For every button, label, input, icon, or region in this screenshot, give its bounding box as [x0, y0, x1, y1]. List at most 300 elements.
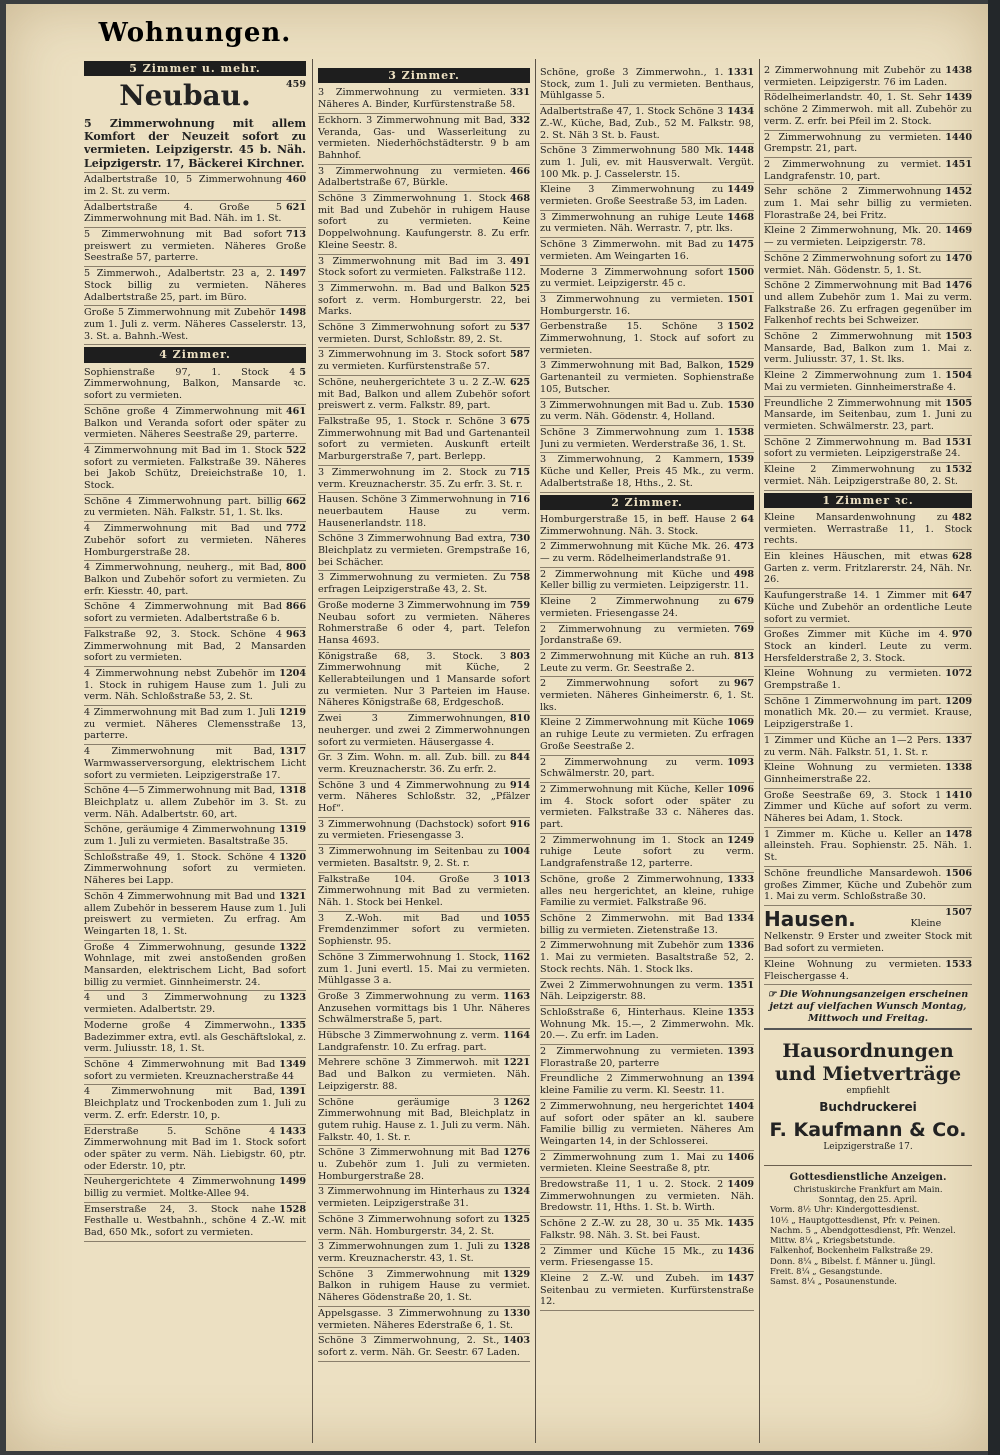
ad-text: Schöne 3 Zimmerwohnung mit Balkon in ruhigem Hause zu vermiet. Näheres Gödenstraße 20, 1. St. [318, 1268, 530, 1304]
ad-text: Große moderne 3 Zimmerwohnung im Neubau sofort zu vermieten. Näheres Rohmerstraße 6 oder 4, part. Telefon Hansa 4693. [318, 599, 530, 646]
ad-number: 1497 [279, 268, 306, 280]
ad-number: 914 [509, 779, 530, 791]
classified-ad [84, 522, 306, 561]
classified-ad [318, 282, 530, 321]
printer-ad-shop: Buchdruckerei [819, 1099, 917, 1114]
ad-number: 1336 [727, 940, 754, 952]
ad-number: 1164 [503, 1030, 530, 1042]
ad-text: Schöne 2 Zimmerwohnung mit Mansarde, Bad, Balkon zum 1. Mai z. verm. Juliusstr. 37, 1. St. lks. [764, 331, 972, 366]
ad-number: 1528 [279, 1203, 306, 1215]
ad-text: 4 und 3 Zimmerwohnung zu vermieten. Adalbertstr. 29. [84, 992, 276, 1016]
ad-text: Hausen. Schöne 3 Zimmerwohnung in neuerbautem Hause zu verm. Hausenerlandstr. 118. [318, 494, 530, 529]
classified-ad [318, 650, 530, 713]
classified-ad [318, 255, 530, 282]
column-4-ads [764, 64, 972, 906]
ad-number: 647 [951, 590, 972, 602]
ad-number: 1219 [279, 707, 306, 719]
classified-ad [318, 376, 530, 415]
classified-ad [84, 628, 306, 667]
ad-number: 1221 [503, 1057, 530, 1069]
ad-text: 3 Zimmerwohnung, 2 Kammern, Küche und Keller, Preis 45 Mk., zu verm. Adalbertstraße 18, Hths., 2. St. [540, 454, 754, 489]
ad-text: Schöne 3 Zimmerwohnung 580 Mk. zum 1. Juli, ev. mit Hausverwalt. Vergüt. 100 Mk. p. J. Casselerstr. 15. [540, 145, 754, 180]
ad-number: 1406 [727, 1151, 754, 1163]
ad-text: 3 Zimmerwohnung zu vermieten. Zu erfragen Leipzigerstraße 43, 2. St. [318, 572, 506, 596]
ad-text: Eckhorn. 3 Zimmerwohnung mit Bad, Veranda, Gas- und Wasserleitung zu vermieten. Niederhöchstädterstr. 9 b am Bahnhof. [318, 114, 530, 161]
classified-ad [84, 366, 306, 405]
ad-number: 1072 [945, 668, 972, 680]
classified-ad [764, 628, 972, 667]
classified-ad [318, 415, 530, 466]
church-title: Gottesdienstliche Anzeigen. [789, 1171, 947, 1183]
ad-text: Schöne große 4 Zimmerwohnung mit Balkon und Veranda sofort oder später zu vermieten. Näheres Seestraße 29, parterre. [84, 405, 306, 441]
ad-text: Kaufungerstraße 14. 1 Zimmer mit Küche und Zubehör an ordentliche Leute sofort zu vermiet. [764, 590, 972, 625]
hausen-ad-title: Hausen. [764, 907, 856, 931]
ad-number: 1501 [727, 293, 754, 305]
ad-number: 1449 [727, 184, 754, 196]
ad-number: 1334 [727, 913, 754, 924]
classified-ad [540, 453, 754, 492]
ad-number: 1434 [727, 106, 754, 118]
ad-text: 3 Zimmerwohnung zu vermieten. Homburgerstr. 16. [540, 293, 724, 317]
ad-text: Schöne 3 und 4 Zimmerwohnung zu verm. Näheres Schloßstr. 32, „Pfälzer Hof“. [318, 779, 530, 815]
hausen-ad [764, 906, 972, 958]
classified-ad [540, 677, 754, 716]
classified-ad [764, 958, 972, 985]
ad-text: 3 Zimmerwohnung mit Bad, Balkon, Gartenanteil zu vermieten. Sophienstraße 105, Butscher. [540, 360, 754, 395]
ad-number: 491 [509, 255, 530, 267]
ad-number: 803 [509, 650, 530, 662]
section-title-wrap [84, 18, 306, 52]
ad-number: 468 [509, 193, 530, 205]
ad-number: 1322 [279, 941, 306, 953]
classified-ad [540, 912, 754, 939]
ad-number: 473 [733, 541, 754, 553]
ad-number: 1324 [503, 1186, 530, 1198]
ad-text: Schön 4 Zimmerwohnung mit Bad und allem Zubehör in besserem Hause zum 1. Juli preiswert zu vermieten. Zu erfrag. Am Weingarten 18, 1. St. [84, 890, 306, 937]
ad-text: Appelsgasse. 3 Zimmerwohnung zu vermieten. Näheres Ederstraße 6, 1. St. [318, 1307, 514, 1331]
ad-text: Schöne 2 Z.-W. zu 28, 30 u. 35 Mk. Falkstr. 98. Näh. 3. St. bei Faust. [540, 1218, 724, 1241]
section-banner: 4 Zimmer. [84, 347, 306, 362]
ad-text: Schöne 3 Zimmerwohnung sofort zu verm. Näh. Homburgerstr. 34, 2. St. [318, 1213, 500, 1237]
classified-ad [540, 568, 754, 595]
ad-text: Schöne 3 Zimmerwohnung, 2. St., sofort z. verm. Näh. Gr. Seestr. 67 Laden. [318, 1335, 520, 1358]
ad-number: 1249 [727, 834, 754, 846]
classified-ad [318, 1096, 530, 1147]
ad-text: 3 Zimmerwohnung im 2. Stock zu verm. Kreuznacherstr. 35. Zu erfr. 3. St. r. [318, 466, 523, 490]
ad-text: Schöne 3 Zimmerwohnung sofort zu vermieten. Durst, Schloßstr. 89, 2. St. [318, 322, 506, 345]
classified-ad [540, 1045, 754, 1072]
ad-number: 1533 [945, 958, 972, 970]
ad-number: 1209 [945, 695, 972, 707]
classified-ad [318, 845, 530, 872]
ad-text: 5 Zimmerwohnung mit allem Komfort der Neuzeit sofort zu vermieten. Leipzigerstr. 45 b. Näh. Leipzigerstr. 17, Bäckerei Kirchner. [84, 116, 306, 170]
classified-ad [764, 330, 972, 369]
church-row: Mittw. 8¼ „ Kriegsbetstunde. [770, 1235, 896, 1246]
ad-number: 772 [285, 523, 306, 535]
classified-ad [84, 823, 306, 850]
ad-number: 1317 [279, 746, 306, 758]
ad-number: 64 [740, 513, 754, 525]
classified-ad [84, 267, 306, 306]
ad-text: Große Seestraße 69, 3. Stock 1 Zimmer und Küche auf sofort zu verm. Näheres bei Adam, 1. Stock. [764, 789, 972, 825]
classified-ad [84, 1085, 306, 1124]
ad-number: 769 [733, 623, 754, 635]
classified-ad [84, 495, 306, 522]
classified-ad [540, 979, 754, 1006]
ad-number: 1436 [727, 1245, 754, 1257]
ad-text: Große 3 Zimmerwohnung zu verm. Anzusehen vormittags bis 1 Uhr. Näheres Schwälmerstraße 5, part. [318, 990, 530, 1026]
ad-number: 628 [951, 551, 972, 563]
classified-ad [540, 716, 754, 755]
ad-text: Sophienstraße 97, 1. Stock 4 Zimmerwohnung, Balkon, Mansarde ꝛc. sofort zu vermieten. [84, 366, 306, 402]
after-hausen-ads [764, 958, 972, 985]
printer-ad-firm: F. Kaufmann & Co. [769, 1118, 967, 1141]
classified-ad [318, 873, 530, 912]
ad-text: Mehrere schöne 3 Zimmerwoh. mit Bad und Balkon zu vermieten. Näh. Leipzigerstr. 88. [318, 1057, 530, 1092]
ad-text: Falkstraße 95, 1. Stock r. Schöne 3 Zimmerwohnung mit Bad und Gartenanteil sofort zu vermieten. Auskunft erteilt Marburgerstraße 7, part. Berlepp. [318, 415, 530, 463]
ad-number: 1506 [945, 867, 972, 879]
ad-number: 1439 [945, 92, 972, 104]
ad-text: Freundliche 2 Zimmerwohnung an kleine Familie zu verm. Kl. Seestr. 11. [540, 1073, 725, 1097]
classified-ad [764, 436, 972, 463]
ad-number: 1204 [279, 667, 306, 679]
ad-number: 1475 [727, 239, 754, 251]
ad-number: 1323 [279, 992, 306, 1004]
ad-number: 758 [509, 572, 530, 584]
ad-number: 1440 [945, 131, 972, 143]
ad-number: 1055 [503, 912, 530, 924]
ad-number: 1404 [727, 1100, 754, 1112]
classified-ad [764, 397, 972, 436]
classified-ad [540, 1100, 754, 1151]
classified-ad [84, 1019, 306, 1058]
ad-text: Kleine 2 Zimmerwohnung zum 1. Mai zu vermieten. Ginnheimerstraße 4. [764, 370, 957, 393]
ad-text: Schöne geräumige 3 Zimmerwohnung mit Bad, Bleichplatz in gutem ruhig. Hause z. 1. Juli zu verm. Näh. Falkstr. 40, 1. St. r. [318, 1096, 530, 1143]
ad-text: 3 Zimmerwohnung an ruhige Leute zu vermieten. Näh. Werrastr. 7, ptr. lks. [540, 211, 733, 235]
classified-ad [318, 321, 530, 348]
classified-ad [84, 600, 306, 627]
classified-ad [84, 667, 306, 706]
classified-ad [540, 540, 754, 567]
ad-number: 1469 [945, 225, 972, 237]
classified-ad [84, 784, 306, 823]
ad-number: 1320 [279, 851, 306, 863]
classified-ad [764, 279, 972, 330]
ad-text: 2 Zimmerwohnung, neu hergerichtet auf sofort oder später an kl. saubere Familie billig zu vermieten. Näheres Am Weingarten 14, in der Schlosserei. [540, 1100, 754, 1147]
ad-number: 1530 [727, 399, 754, 411]
ad-text: 3 Zimmerwohnung im 3. Stock sofort zu vermieten. Kurfürstenstraße 57. [318, 349, 506, 373]
ad-number: 461 [285, 405, 306, 417]
ad-number: 1353 [727, 1006, 754, 1018]
ad-number: 800 [285, 562, 306, 574]
classified-ad [84, 890, 306, 941]
section-banner: 2 Zimmer. [540, 495, 754, 510]
classified-ad [318, 779, 530, 818]
classified-ad [540, 1272, 754, 1311]
ad-number: 813 [733, 650, 754, 662]
classified-ad [84, 1058, 306, 1085]
classified-ad [540, 873, 754, 912]
ad-text: 2 Zimmerwohnung mit Küche Mk. 26.— zu verm. Rödelheimerlandstraße 91. [540, 541, 731, 565]
classified-ad [540, 144, 754, 183]
classified-ad [84, 1203, 306, 1242]
ad-number: 675 [509, 415, 530, 427]
ad-text: Schöne, geräumige 4 Zimmerwohnung zum 1. Juli zu vermieten. Basaltstraße 35. [84, 824, 289, 848]
ad-text: Große 5 Zimmerwohnung mit Zubehör zum 1. Juli z. verm. Näheres Casselerstr. 13, 3. St. a. Bahnh.-West. [84, 307, 306, 342]
ad-number: 1532 [945, 464, 972, 476]
ad-number: 1338 [945, 762, 972, 774]
church-notices [764, 1165, 972, 1287]
ad-text: Schöne, große 2 Zimmerwohnung, alles neu hergerichtet, an kleine, ruhige Familie zu vermiet. Falkstraße 96. [540, 873, 754, 909]
ad-number: 1478 [945, 828, 972, 840]
classified-ad [764, 185, 972, 224]
classified-ad [540, 783, 754, 834]
classified-ad [84, 228, 306, 267]
column-rule [312, 59, 313, 1443]
ad-text: Schöne freundliche Mansardewoh. großes Zimmer, Küche und Zubehör zum 1. Mai zu verm. Schloßstraße 30. [764, 867, 972, 903]
ad-text: Zwei 2 Zimmerwohnungen zu verm. Näh. Leipzigerstr. 88. [540, 979, 724, 1003]
classified-ad [764, 695, 972, 734]
ad-number: 1409 [727, 1179, 754, 1191]
ad-number: 1321 [279, 890, 306, 902]
ad-text: 4 Zimmerwohnung mit Bad im 1. Stock sofort zu vermieten. Falkstraße 39. Näheres bei Jakob Schütz, Dreieichstraße 10, 1. Stock. [84, 444, 306, 492]
column-3 [540, 66, 754, 1443]
classified-ad [84, 561, 306, 600]
column-1 [84, 59, 306, 1443]
classified-ad [318, 751, 530, 778]
classified-ad [540, 1245, 754, 1272]
ad-text: Schöne 2 Zimmerwohn. mit Bad billig zu vermieten. Zietenstraße 13. [540, 913, 724, 936]
ad-text: Kleine Wohnung zu vermieten. Ginnheimerstraße 22. [764, 762, 942, 785]
ad-text: Zwei 3 Zimmerwohnungen, neuherger. und zwei 2 Zimmerwohnungen sofort zu vermieten. Häusergasse 4. [318, 713, 530, 748]
ad-text: Schöne 4 Zimmerwohnung mit Bad sofort zu vermieten. Kreuznacherstraße 44 [84, 1059, 294, 1082]
church-row: Nachm. 5 „ Abendgottesdienst, Pfr. Wenzel. [770, 1224, 956, 1235]
ad-number: 1394 [727, 1073, 754, 1085]
ad-number: 460 [285, 174, 306, 186]
ad-text: Falkstraße 92, 3. Stock. Schöne 4 Zimmerwohnung mit Bad, 2 Mansarden sofort zu vermieten. [84, 628, 306, 664]
ad-text: Kleine 2 Zimmerwohnung mit Küche an ruhige Leute zu vermieten. Zu erfragen Große Seestraße 2. [540, 717, 754, 752]
ad-number: 1504 [945, 370, 972, 382]
ad-number: 1433 [279, 1125, 306, 1137]
ad-number: 1349 [279, 1059, 306, 1070]
ad-text: 2 Zimmerwohnung mit Zubehör zu vermieten. Leipzigerstr. 76 im Laden. [764, 65, 948, 88]
ad-text: Gr. 3 Zim. Wohn. m. all. Zub. bill. zu verm. Kreuznacherstr. 36. Zu erfr. 2. [318, 752, 506, 775]
ad-text: 3 Zimmerwohnungen mit Bad u. Zub. zu verm. Näh. Gödenstr. 4, Holland. [540, 399, 724, 423]
section-banner: 1 Zimmer ꝛc. [764, 493, 972, 508]
ad-number: 1093 [727, 756, 754, 768]
classified-ad [540, 1217, 754, 1244]
ad-number: 1531 [945, 436, 972, 448]
ad-number: 662 [285, 495, 306, 507]
ad-text: 2 Zimmerwohnung im 1. Stock an ruhige Leute sofort zu verm. Landgrafenstraße 12, parterre. [540, 834, 754, 870]
ad-number: 1403 [503, 1335, 530, 1347]
ad-text: 4 Zimmerwohnung, neuherg., mit Bad, Balkon und Zubehör sofort zu vermieten. Zu erfr. Kiesstr. 40, part. [84, 562, 306, 597]
ad-number: 1069 [727, 717, 754, 729]
ad-text: Freundliche 2 Zimmerwohnung mit Mansarde, im Seitenbau, zum 1. Juni zu vermieten. Schwälmerstr. 23, part. [764, 397, 972, 432]
column-2 [318, 66, 530, 1443]
ad-text: 3 Zimmerwohnung zu vermieten. Adalbertstraße 67, Bürkle. [318, 165, 506, 189]
classified-ad [764, 761, 972, 788]
classified-ad [540, 650, 754, 677]
ad-number: 1337 [945, 734, 972, 746]
ad-number: 5 [299, 366, 306, 378]
ad-text: 2 Zimmerwohnung zu vermieten. Florastraße 20, parterre [540, 1046, 724, 1069]
ad-number: 963 [285, 628, 306, 640]
classified-ad [318, 532, 530, 571]
classified-ad [318, 165, 530, 192]
church-row: Freit. 8¼ „ Gesangstunde. [770, 1265, 883, 1276]
ad-number: 866 [285, 601, 306, 613]
ad-number: 1096 [727, 783, 754, 795]
ad-number: 1276 [503, 1147, 530, 1159]
ad-text: Kleine 3 Zimmerwohnung zu vermieten. Große Seestraße 53, im Laden. [540, 184, 748, 208]
classified-ad [318, 990, 530, 1029]
ad-text: Kleine 2 Zimmerwohnung, Mk. 20.— zu vermieten. Leipzigerstr. 78. [764, 225, 942, 249]
ad-text: Schöne 3 Zimmerwohn. mit Bad zu vermieten. Am Weingarten 16. [540, 239, 724, 262]
ad-text: 3 Zimmerwohnung (Dachstock) sofort zu vermieten. Friesengasse 3. [318, 818, 506, 842]
classified-ad [318, 1268, 530, 1307]
classified-ad [540, 834, 754, 873]
classified-ad [318, 571, 530, 598]
headline-block [84, 79, 306, 113]
classified-ad [318, 912, 530, 951]
ad-text: 4 Zimmerwohnung mit Bad zum 1. Juli zu vermiet. Näheres Clemensstraße 13, parterre. [84, 707, 306, 742]
ad-text: Schöne 4 Zimmerwohnung mit Bad sofort zu vermieten. Adalbertstraße 6 b. [84, 601, 282, 625]
ad-number: 1529 [727, 360, 754, 372]
classified-ad [764, 252, 972, 279]
ad-text: Kleine 2 Zimmerwohnung zu vermiet. Näh. Leipzigerstraße 80, 2. St. [764, 464, 958, 487]
ad-number: 482 [951, 511, 972, 523]
ad-text: Ein kleines Häuschen, mit etwas Garten z. verm. Fritzlarerstr. 24, Näh. Nr. 26. [764, 551, 972, 586]
ad-text: 4 Zimmerwohnung mit Bad, Bleichplatz und Trockenboden zum 1. Juli zu verm. Z. erfr. Ederstr. 10, p. [84, 1086, 306, 1121]
ad-number: 844 [509, 752, 530, 764]
classified-ad [764, 158, 972, 185]
ad-number: 716 [509, 494, 530, 506]
ad-number: 1391 [279, 1086, 306, 1098]
ad-number: 730 [509, 533, 530, 545]
ad-number: 1468 [727, 211, 754, 223]
classified-ad [540, 66, 754, 105]
church-row: Falkenhof, Bockenheim Falkstraße 29. [770, 1245, 934, 1256]
ad-number: 1163 [503, 990, 530, 1002]
church-row: Samst. 8¼ „ Posaunenstunde. [770, 1276, 897, 1287]
ad-text: Schöne 2 Zimmerwohnung sofort zu vermiet. Näh. Gödenstr. 5, 1. St. [764, 252, 942, 276]
ad-text: Kleine Wohnung zu vermieten. Grempstraße 1. [764, 668, 942, 692]
classified-ad [540, 595, 754, 622]
ad-number: 1328 [503, 1241, 530, 1253]
classified-ad [764, 867, 972, 906]
ad-number: 522 [285, 444, 306, 456]
church-date: Sonntag, den 25. April. [818, 1194, 918, 1205]
ad-number: 1351 [727, 979, 754, 991]
ad-text: 4 Zimmerwohnung nebst Zubehör im 1. Stock in ruhigem Hause zum 1. Juli zu verm. Näh. Schloßstraße 53, 2. St. [84, 667, 306, 703]
ad-text: 2 Zimmerwohnung mit Zubehör zum 1. Mai zu vermieten. Basaltstraße 52, 2. Stock rechts. Näh. 1. Stock lks. [540, 940, 754, 975]
ad-number: 1452 [945, 186, 972, 198]
ad-text: Schöne, große 3 Zimmerwohn., 1. Stock, zum 1. Juli zu vermieten. Benthaus, Mühlgasse 5. [540, 67, 754, 102]
ad-text: Kleine 2 Z.-W. und Zubeh. im Seitenbau zu vermieten. Kurfürstenstraße 12. [540, 1272, 754, 1308]
column-rule [759, 59, 760, 1443]
ad-text: Schöne 4—5 Zimmerwohnung mit Bad, Bleichplatz u. allem Zubehör im 3. St. zu verm. Näh. Adalbertstr. 60, art. [84, 785, 306, 820]
ad-number: 1538 [727, 426, 754, 438]
ad-text: Schöne 2 Zimmerwohnung mit Bad und allem Zubehör zum 1. Mai zu verm. Falkstraße 26. Zu erfragen gegenüber im Falkenhof rechts bei Schweizer. [764, 280, 972, 327]
classified-ad [540, 293, 754, 320]
classified-ad [540, 399, 754, 426]
classified-ad [764, 667, 972, 694]
ad-number: 331 [509, 87, 530, 99]
ad-number: 1435 [727, 1218, 754, 1230]
classified-ad [764, 369, 972, 396]
classified-ad [540, 1178, 754, 1217]
ad-number: 1004 [503, 846, 530, 858]
column-4 [764, 64, 972, 1443]
ad-text: Schöne 3 Zimmerwohnung 1. Stock, zum 1. Juni evertl. 15. Mai zu vermieten. Mühlgasse 3 a. [318, 951, 530, 987]
classified-ad [540, 105, 754, 144]
classified-ad [764, 828, 972, 867]
ad-number: 970 [951, 629, 972, 641]
classified-ad [540, 1072, 754, 1099]
ad-text: Moderne große 4 Zimmerwohn., Badezimmer extra, evtl. als Geschäftslokal, z. verm. Juliusstr. 18, 1. St. [84, 1019, 306, 1055]
ad-number: 1539 [727, 454, 754, 466]
ad-text: Neuhergerichtete 4 Zimmerwohnung billig zu vermiet. Moltke-Allee 94. [84, 1176, 276, 1200]
classified-ad [764, 64, 972, 91]
classified-ad [764, 550, 972, 589]
ad-text: 2 Zimmerwohnung mit Küche an ruh. Leute zu verm. Gr. Seestraße 2. [540, 650, 730, 674]
ad-number: 1318 [279, 785, 306, 797]
ad-number: 1410 [945, 789, 972, 801]
ad-number: 713 [285, 229, 306, 240]
hausen-ad-text: Kleine Nelkenstr. 9 Erster und zweiter Stock mit Bad sofort zu vermieten. [764, 918, 972, 955]
ad-number: 1330 [503, 1307, 530, 1319]
ad-number: 759 [509, 599, 530, 611]
classified-ad [318, 1334, 530, 1361]
ad-text: Kleine Wohnung zu vermieten. Fleischergasse 4. [764, 958, 942, 982]
ad-number: 587 [509, 349, 530, 361]
ad-number: 1013 [503, 873, 530, 885]
ad-text: 2 Zimmerwohnung zum 1. Mai zu vermieten. Kleine Seestraße 8, ptr. [540, 1151, 724, 1175]
church-row: Donn. 8¼ „ Bibelst. f. Männer u. Jüngl. [770, 1255, 936, 1266]
classified-ad [318, 712, 530, 751]
classified-ad [540, 266, 754, 293]
ad-text: Kleine 2 Zimmerwohnung zu vermieten. Friesengasse 24. [540, 596, 730, 619]
ad-number: 537 [509, 322, 530, 334]
classified-ad [318, 1213, 530, 1240]
notice: ☞ Die Wohnungsanzeigen erscheinen jetzt auf vielfachen Wunsch Montag, Mittwoch und Freitag. [764, 985, 972, 1030]
ad-number: 1262 [503, 1096, 530, 1108]
ad-text: Schöne 3 Zimmerwohnung mit Bad u. Zubehör zum 1. Juli zu vermieten. Homburgerstraße 28. [318, 1147, 530, 1182]
classified-ad [318, 1029, 530, 1056]
ad-number: 498 [733, 568, 754, 580]
ad-number: 679 [733, 596, 754, 608]
classified-ad [84, 444, 306, 495]
ad-text: 3 Zimmerwohnung im Seitenbau zu vermieten. Basaltstr. 9, 2. St. r. [318, 846, 500, 869]
ad-text: 4 Zimmerwohnung mit Bad und Zubehör sofort zu vermieten. Näheres Homburgerstraße 28. [84, 523, 306, 558]
ad-text: Sehr schöne 2 Zimmerwohnung zum 1. Mai sehr billig zu vermieten. Florastraße 24, bei Fritz. [764, 186, 972, 221]
ad-text: 2 Zimmerwohnung mit Küche, Keller im 4. Stock sofort oder später zu vermieten. Falkstraße 33 c. Näheres das. part. [540, 783, 754, 831]
classified-ad [318, 1307, 530, 1334]
ad-text: Adalbertstraße 4. Große 5 Zimmerwohnung mit Bad. Näh. im 1. St. [84, 201, 282, 225]
ad-text: Kleine Mansardenwohnung zu vermieten. Werrastraße 11, 1. Stock rechts. [764, 511, 972, 547]
classified-ad [318, 466, 530, 493]
ad-number: 625 [509, 376, 530, 388]
classified-ad [318, 818, 530, 845]
ad-number: 1448 [727, 145, 754, 157]
ad-text: Ederstraße 5. Schöne 4 Zimmerwohnung mit Bad im 1. Stock sofort oder später zu verm. Näh. Liebigstr. 60, ptr. oder Ederstr. 10, ptr. [84, 1125, 306, 1172]
ad-number: 525 [509, 282, 530, 294]
ad-text: Rödelheimerlandstr. 40, 1. St. Sehr schöne 2 Zimmerwoh. mit all. Zubehör zu verm. Z. erfr. bei Pfeil im 2. Stock. [764, 92, 972, 127]
ad-number: 1498 [279, 307, 306, 319]
ad-text: Schöne 3 Zimmerwohnung zum 1. Juni zu vermieten. Werderstraße 36, 1. St. [540, 426, 746, 450]
classified-ad [540, 939, 754, 978]
